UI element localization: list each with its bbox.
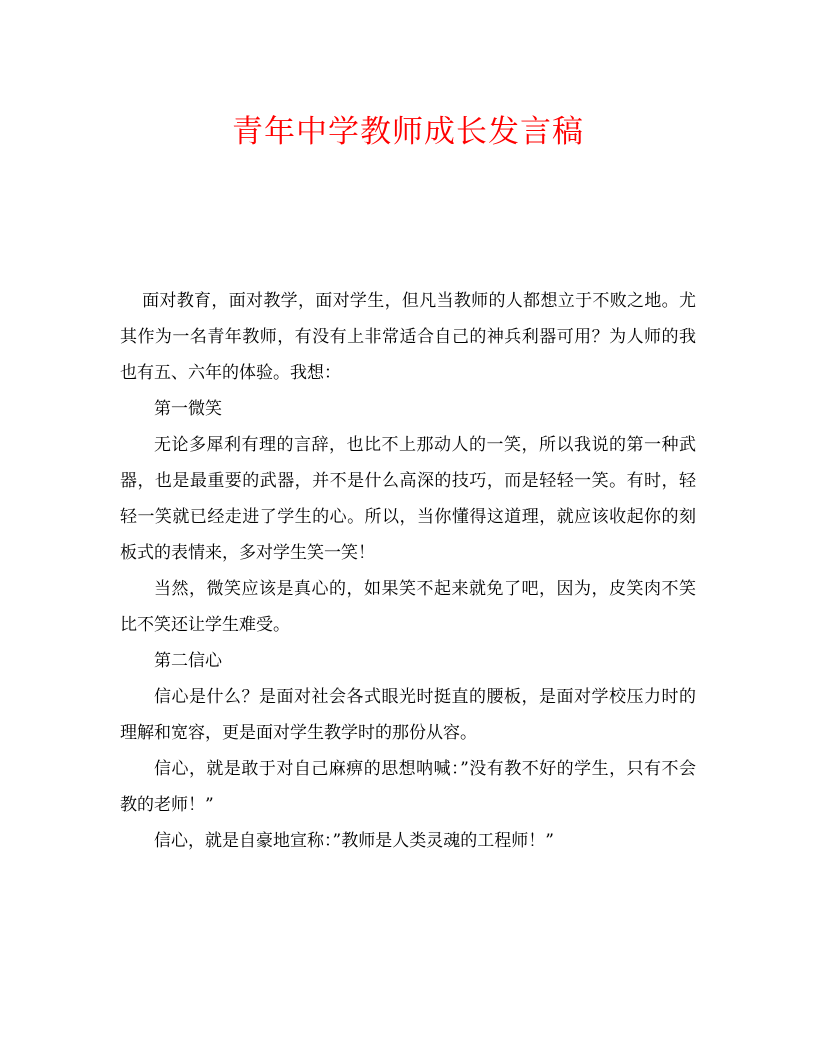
section-heading-confidence: 第二信心 bbox=[154, 651, 222, 671]
document-body bbox=[120, 283, 696, 859]
paragraph-smile-2: 当然，微笑应该是真心的，如果笑不起来就免了吧，因为，皮笑肉不笑比不笑还让学生难受。 bbox=[120, 579, 696, 635]
paragraph-confidence-2: 信心，就是敢于对自己麻痹的思想呐喊：”没有教不好的学生，只有不会教的老师！” bbox=[120, 759, 696, 815]
paragraph-confidence-1: 信心是什么？是面对社会各式眼光时挺直的腰板，是面对学校压力时的理解和宽容，更是面对学生教学时的那份从容。 bbox=[120, 687, 696, 743]
section-heading-smile: 第一微笑 bbox=[154, 399, 222, 419]
paragraph-intro: 面对教育，面对教学，面对学生，但凡当教师的人都想立于不败之地。尤其作为一名青年教师，有没有上非常适合自己的神兵利器可用？为人师的我也有五、六年的体验。我想： bbox=[120, 291, 696, 383]
document-title: 青年中学教师成长发言稿 bbox=[232, 114, 584, 150]
paragraph-confidence-3: 信心，就是自豪地宣称：”教师是人类灵魂的工程师！” bbox=[154, 831, 554, 851]
paragraph-smile-1: 无论多犀利有理的言辞，也比不上那动人的一笑，所以我说的第一种武器，也是最重要的武器，并不是什么高深的技巧，而是轻轻一笑。有时，轻轻一笑就已经走进了学生的心。所以，当你懂得这道理，就应该收起你的刻板式的表情来，多对学生笑一笑！ bbox=[120, 435, 696, 563]
